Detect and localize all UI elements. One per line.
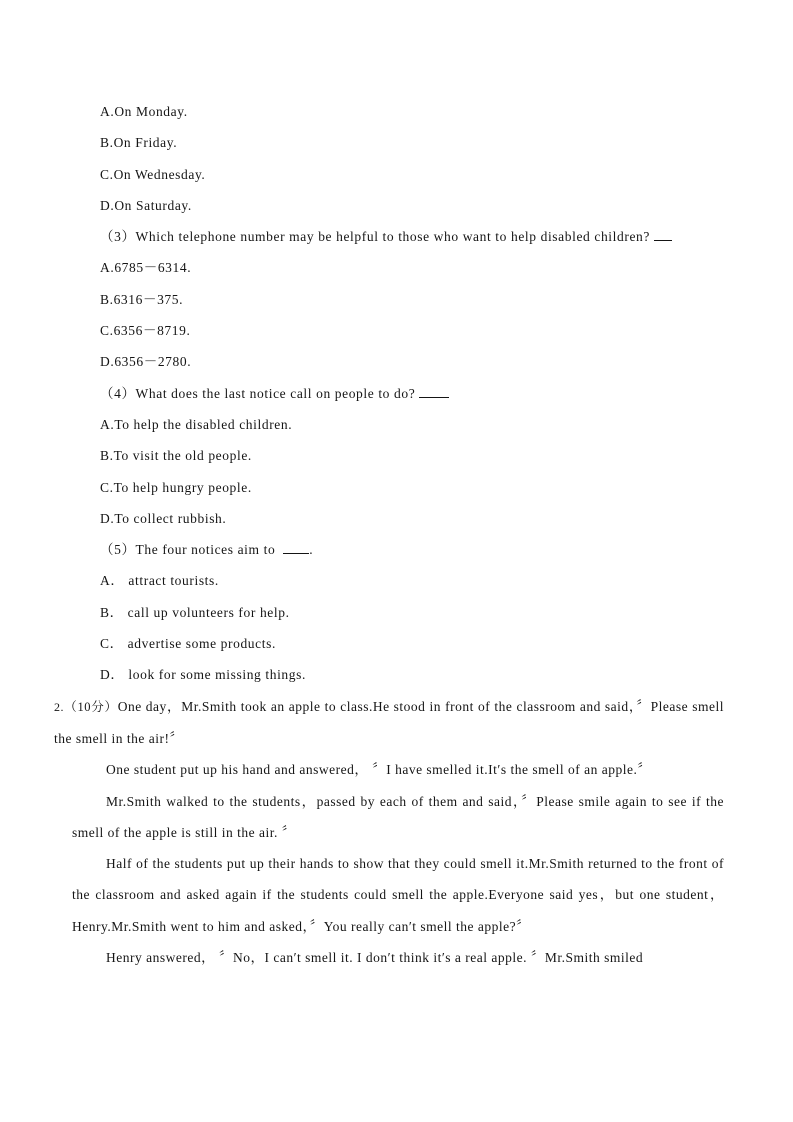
item-2-score: （10分） xyxy=(64,699,118,714)
option-item: D.6356－2780. xyxy=(100,354,192,370)
question-5-text: （5）The four notices aim to xyxy=(100,542,276,558)
option-item: D.On Saturday. xyxy=(100,197,192,213)
option-item: D.To collect rubbish. xyxy=(100,510,227,526)
item-2-paragraph-5: Henry answered， 〞No，I can′t smell it. I don′t think it′s a real apple. 〞Mr.Smith smiled xyxy=(106,950,644,966)
item-2-text-1: One day，Mr.Smith took an apple to class.He stood in front of the classroom and said，〞Please smell the smell in the air!〞 xyxy=(54,698,728,746)
item-2-paragraph-2: One student put up his hand and answered， 〞I have smelled it.It′s the smell of an apple.〞 xyxy=(106,762,652,778)
option-item: A． attract tourists. xyxy=(100,573,219,589)
question-5-suffix: . xyxy=(309,542,314,558)
option-item: D． look for some missing things. xyxy=(100,667,306,683)
item-2-paragraph-4: Half of the students put up their hands to show that they could smell it.Mr.Smith returned to the front of the classroom and asked again if the students could smell the apple.Everyone said yes，but one student，Henry.Mr.Smith went to him and asked，〞You really can′t smell the apple?〞 xyxy=(72,856,728,934)
question-3 xyxy=(72,221,724,252)
item-2-paragraph-1 xyxy=(54,691,728,755)
option-item: B.6316－375. xyxy=(100,291,184,307)
question-3-text: （3）Which telephone number may be helpful to those who want to help disabled children? xyxy=(100,229,650,245)
answer-blank xyxy=(419,384,449,398)
option-item: A.To help the disabled children. xyxy=(100,416,293,432)
answer-blank xyxy=(283,540,309,554)
option-item: C.6356－8719. xyxy=(100,323,191,339)
question-4-text: （4）What does the last notice call on people to do? xyxy=(100,385,416,401)
option-item: C.To help hungry people. xyxy=(100,479,252,495)
option-item: B.To visit the old people. xyxy=(100,448,252,464)
option-item: A.6785－6314. xyxy=(100,260,192,276)
option-item: C.On Wednesday. xyxy=(100,166,206,182)
option-item: A.On Monday. xyxy=(100,104,188,119)
option-item: B． call up volunteers for help. xyxy=(100,604,290,620)
question-5 xyxy=(72,534,724,565)
option-item: B.On Friday. xyxy=(100,135,178,151)
question-4 xyxy=(72,378,724,409)
option-item: C． advertise some products. xyxy=(100,636,276,652)
answer-blank xyxy=(654,227,672,241)
document-content xyxy=(54,96,728,973)
item-2-paragraph-3: Mr.Smith walked to the students，passed by each of them and said，〞Please smile again to see if the smell of the apple is still in the air. 〞 xyxy=(72,793,728,840)
item-2-number: 2. xyxy=(54,699,64,714)
